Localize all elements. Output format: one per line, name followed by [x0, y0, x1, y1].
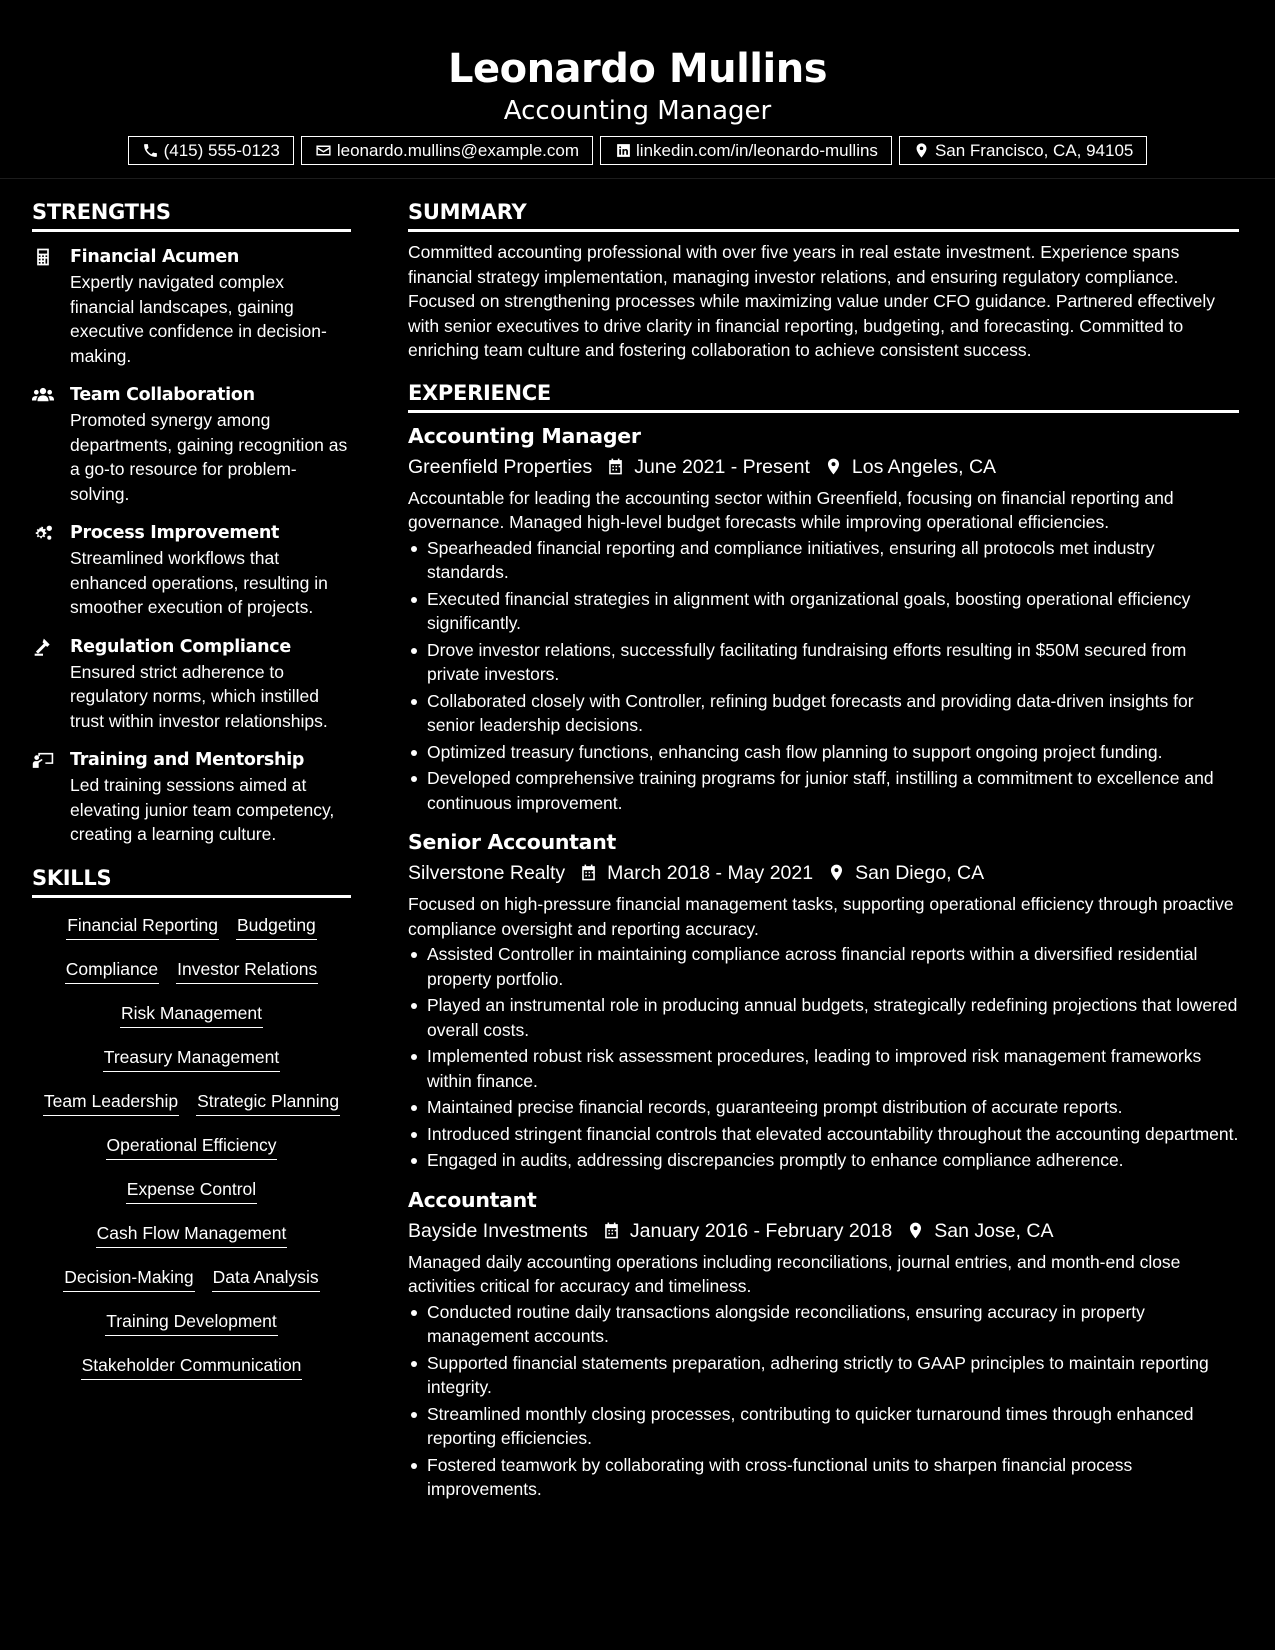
job-bullet: Drove investor relations, successfully facilitating fundraising efforts resulting in $50M secured from private investors.	[427, 638, 1239, 687]
job-bullet: Introduced stringent financial controls that elevated accountability throughout the accounting department.	[427, 1122, 1239, 1147]
strength-description: Expertly navigated complex financial landscapes, gaining executive confidence in decision-making.	[70, 272, 327, 366]
skill-tag: Budgeting	[236, 912, 317, 940]
contact-email-text: leonardo.mullins@example.com	[336, 140, 580, 160]
strength-description: Promoted synergy among departments, gaining recognition as a go-to resource for problem-solving.	[70, 410, 348, 504]
map-pin-icon	[824, 457, 844, 477]
strengths-list	[32, 244, 351, 847]
skill-tag: Cash Flow Management	[96, 1220, 288, 1248]
contact-email[interactable]	[301, 136, 593, 165]
skill-tag: Strategic Planning	[196, 1088, 340, 1116]
job-dates: June 2021 - Present	[634, 455, 810, 478]
job-bullet: Played an instrumental role in producing annual budgets, strategically redefining projections that lowered overall costs.	[427, 993, 1239, 1042]
skill-tag: Data Analysis	[212, 1264, 320, 1292]
skill-tag: Team Leadership	[43, 1088, 179, 1116]
contact-linkedin[interactable]	[600, 136, 892, 165]
skill-tag: Treasury Management	[103, 1044, 280, 1072]
job-bullets	[408, 1300, 1239, 1502]
calculator-icon	[32, 244, 70, 368]
job-bullet: Optimized treasury functions, enhancing cash flow planning to support ongoing project funding.	[427, 740, 1239, 765]
strength-title: Team Collaboration	[70, 385, 255, 405]
calendar-icon	[606, 457, 626, 477]
skill-tag: Expense Control	[126, 1176, 257, 1204]
job-description: Managed daily accounting operations including reconciliations, journal entries, and month-end close activities critical for accuracy and timeliness.	[408, 1251, 1181, 1296]
left-column	[32, 195, 351, 1396]
job-bullet: Conducted routine daily transactions alongside reconciliations, ensuring accuracy in property management accounts.	[427, 1300, 1239, 1349]
job-entry	[408, 827, 1239, 1173]
skill-tag: Compliance	[65, 956, 159, 984]
candidate-name: Leonardo Mullins	[447, 46, 828, 92]
job-role: Senior Accountant	[408, 830, 616, 854]
job-entry	[408, 421, 1239, 816]
job-bullet: Developed comprehensive training programs for junior staff, instilling a commitment to excellence and continuous improvement.	[427, 766, 1239, 815]
skill-tag: Financial Reporting	[66, 912, 219, 940]
gavel-icon	[32, 634, 70, 734]
job-bullet: Maintained precise financial records, guaranteeing prompt distribution of accurate reports.	[427, 1095, 1239, 1120]
job-bullet: Engaged in audits, addressing discrepancies promptly to enhance compliance adherence.	[427, 1148, 1239, 1173]
strength-title: Regulation Compliance	[70, 636, 291, 657]
skill-tag: Operational Efficiency	[106, 1132, 278, 1160]
job-bullet: Streamlined monthly closing processes, contributing to quicker turnaround times through enhanced reporting efficiencies.	[427, 1402, 1239, 1451]
job-bullet: Assisted Controller in maintaining compliance across financial reports within a diversified residential property portfolio.	[427, 942, 1239, 991]
job-bullet: Fostered teamwork by collaborating with cross-functional units to sharpen financial process improvements.	[427, 1453, 1239, 1502]
job-meta	[408, 1216, 1239, 1246]
calendar-icon	[579, 863, 599, 883]
experience-heading: EXPERIENCE	[408, 376, 1239, 413]
job-location: San Jose, CA	[934, 1219, 1054, 1242]
skill-tag: Investor Relations	[176, 956, 318, 984]
strength-title: Process Improvement	[70, 523, 280, 543]
job-meta	[408, 452, 1239, 482]
contact-location	[899, 136, 1147, 165]
gears-icon	[32, 520, 70, 620]
job-meta	[408, 858, 1239, 888]
job-company: Bayside Investments	[408, 1219, 588, 1242]
job-company: Silverstone Realty	[408, 862, 566, 884]
summary-text: Committed accounting professional with over five years in real estate investment. Experience spans financial strategy implementation, managing investor relations, and ensuring regulatory compliance. Focused on strengthening processes while maximizing value under CFO guidance. Partnered effectively with senior executives to drive clarity in financial reporting, budgeting, and forecasting. Committed to enriching team culture and fostering collaboration to achieve consistent success.	[408, 242, 1216, 360]
job-bullets	[408, 942, 1239, 1173]
right-column	[408, 195, 1239, 1504]
job-bullets	[408, 536, 1239, 816]
skill-tag: Decision-Making	[63, 1264, 194, 1292]
resume-header	[0, 0, 1275, 179]
job-description: Accountable for leading the accounting sector within Greenfield, focusing on financial reporting and governance. Managed high-level budget forecasts while improving operational efficiencies.	[408, 487, 1174, 532]
map-pin-icon	[906, 1221, 926, 1241]
job-dates: March 2018 - May 2021	[607, 862, 814, 884]
calendar-icon	[602, 1221, 622, 1241]
contact-bar	[0, 136, 1275, 165]
phone-icon	[142, 142, 160, 160]
strength-item	[32, 747, 351, 847]
job-bullet: Collaborated closely with Controller, refining budget forecasts and providing data-driven insights for senior leadership decisions.	[427, 689, 1239, 738]
skills-list	[32, 912, 351, 1396]
strength-item	[32, 382, 351, 506]
strength-description: Streamlined workflows that enhanced operations, resulting in smoother execution of projects.	[70, 548, 328, 617]
job-company: Greenfield Properties	[408, 455, 593, 478]
strengths-heading: STRENGTHS	[32, 195, 351, 232]
envelope-icon	[315, 142, 333, 160]
skill-tag: Risk Management	[120, 1000, 263, 1028]
job-dates: January 2016 - February 2018	[629, 1219, 893, 1242]
skill-tag: Training Development	[105, 1308, 278, 1336]
strength-title: Financial Acumen	[70, 247, 240, 267]
strength-item	[32, 244, 351, 368]
contact-location-text: San Francisco, CA, 94105	[934, 140, 1134, 160]
job-bullet: Supported financial statements preparation, adhering strictly to GAAP principles to maintain reporting integrity.	[427, 1351, 1239, 1400]
strength-item	[32, 520, 351, 620]
job-bullet: Spearheaded financial reporting and compliance initiatives, ensuring all protocols met industry standards.	[427, 536, 1239, 585]
skills-heading: SKILLS	[32, 861, 351, 898]
job-bullet: Implemented robust risk assessment procedures, leading to improved risk management frameworks within finance.	[427, 1044, 1239, 1093]
job-description: Focused on high-pressure financial management tasks, supporting operational efficiency through proactive compliance oversight and reporting accuracy.	[408, 894, 1234, 939]
contact-phone-text: (415) 555-0123	[163, 140, 280, 160]
strength-description: Ensured strict adherence to regulatory norms, which instilled trust within investor relationships.	[70, 661, 328, 731]
contact-phone[interactable]	[128, 136, 294, 165]
summary-heading: SUMMARY	[408, 195, 1239, 232]
contact-linkedin-text: linkedin.com/in/leonardo-mullins	[636, 140, 878, 160]
strength-item	[32, 634, 351, 734]
candidate-title: Accounting Manager	[503, 96, 772, 126]
job-entry	[408, 1185, 1239, 1502]
teacher-icon	[32, 747, 70, 847]
linkedin-icon	[614, 142, 632, 160]
job-location: Los Angeles, CA	[851, 455, 997, 478]
job-role: Accountant	[408, 1187, 537, 1212]
strength-description: Led training sessions aimed at elevating junior team competency, creating a learning culture.	[70, 775, 335, 844]
job-bullet: Executed financial strategies in alignment with organizational goals, boosting operational efficiency significantly.	[427, 587, 1239, 636]
job-role: Accounting Manager	[408, 423, 641, 448]
users-icon	[32, 382, 70, 506]
map-pin-icon	[827, 863, 847, 883]
skill-tag: Stakeholder Communication	[81, 1352, 303, 1380]
job-location: San Diego, CA	[855, 862, 985, 884]
strength-title: Training and Mentorship	[70, 750, 305, 770]
map-pin-icon	[913, 142, 931, 160]
